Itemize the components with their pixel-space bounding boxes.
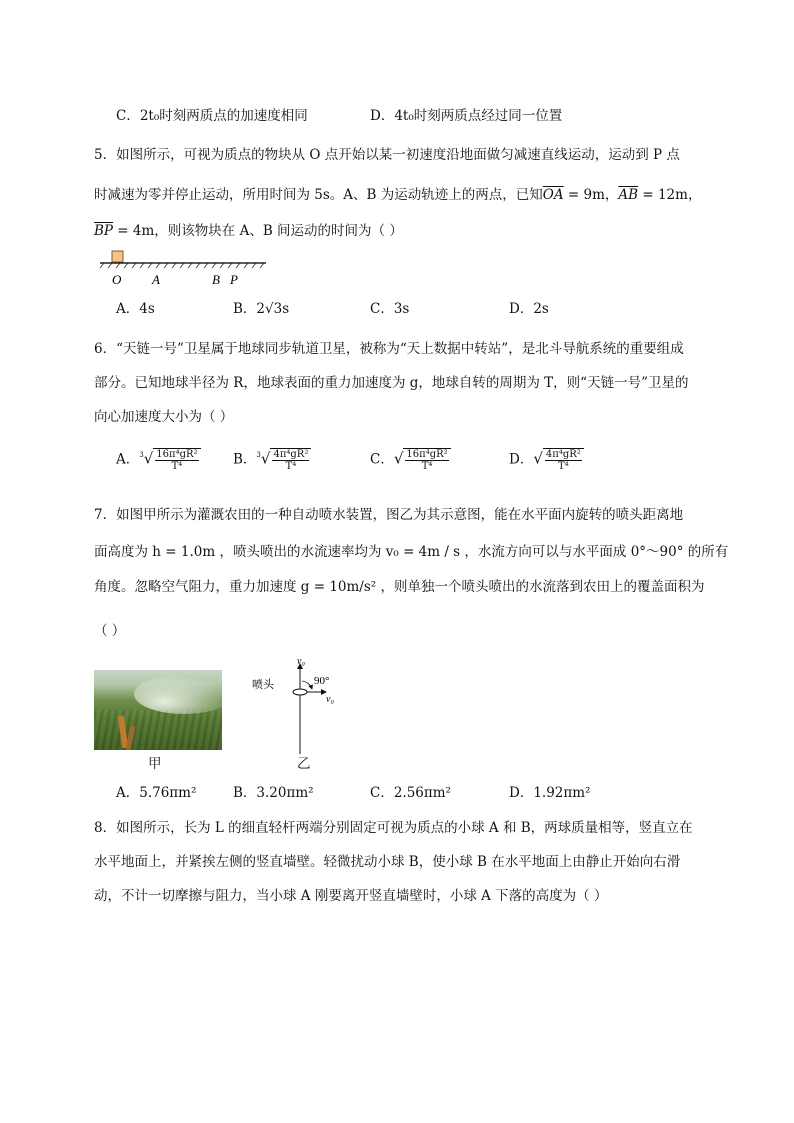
q7-option-a: A．5.76πm²	[116, 785, 197, 801]
q5-bp: $\overline{BP}$	[94, 223, 114, 239]
q5-option-c: C．3s	[370, 301, 410, 317]
block	[112, 251, 123, 262]
q5-line1: 5．如图所示，可视为质点的物块从 O 点开始以某一初速度沿地面做匀减速直线运动，运动到 P 点	[94, 147, 680, 163]
label-p: P	[230, 272, 238, 287]
q6-option-c: C．√ $\frac{\text{16π⁴gR²}}{\text{T⁴}}$	[370, 448, 451, 472]
q8-line1: 8．如图所示，长为 L 的细直轻杆两端分别固定可视为质点的小球 A 和 B，两球质量相等，竖直立在	[94, 820, 693, 836]
q5-ab: $\overline{AB}$	[618, 187, 639, 203]
q6-option-d: D．√ $\frac{\text{4π⁴gR²}}{\text{T⁴}}$	[509, 448, 584, 472]
q7-option-c: C．2.56πm²	[370, 785, 451, 801]
q4-option-c: C．2t₀时刻两质点的加速度相同	[116, 108, 308, 124]
q6-line1: 6．“天链一号”卫星属于地球同步轨道卫星，被称为“天上数据中转站”，是北斗导航系统的重要组成	[94, 341, 684, 357]
q7-line3: 角度。忽略空气阻力，重力加速度 g = 10m/s² ，则单独一个喷头喷出的水流落到农田上的覆盖面积为	[94, 579, 705, 595]
ground-hatching	[100, 263, 264, 268]
q6-option-b-label: B．	[233, 451, 257, 468]
fig-yi-caption: 乙	[297, 756, 311, 772]
q5-line3	[94, 222, 403, 240]
q5-oa-value: = 9m，	[563, 187, 619, 203]
q7-option-d: D．1.92πm²	[509, 785, 591, 801]
fig-jia-caption: 甲	[148, 756, 162, 772]
q5-ab-value: = 12m，	[638, 187, 702, 203]
q6-option-d-label: D．	[509, 451, 534, 468]
q6-option-c-num: 16π⁴gR²	[406, 449, 448, 460]
angle-arc	[302, 681, 312, 689]
q7-line4: （ ）	[94, 623, 126, 639]
q5-option-b: B．2√3s	[233, 301, 290, 317]
q6-option-a-index: 3	[139, 451, 144, 459]
nozzle-label: 喷头	[252, 678, 274, 691]
q4-option-d: D．4t₀时刻两质点经过同一位置	[370, 108, 563, 124]
q6-option-b-den: T⁴	[285, 461, 297, 472]
q7-option-b: B．3.20πm²	[233, 785, 314, 801]
angle-label: 90°	[314, 675, 330, 687]
q6-option-a-num: 16π⁴gR²	[156, 449, 198, 460]
sprinkler-diagram	[250, 654, 346, 754]
q8-line2: 水平地面上，并紧挨左侧的竖直墙壁。轻微扰动小球 B，使小球 B 在水平地面上由静止开始向右滑	[94, 854, 681, 870]
q6-option-c-label: C．	[370, 451, 394, 468]
nozzle-shape	[293, 689, 307, 695]
q6-option-b-index: 3	[256, 451, 261, 459]
q6-option-b-num: 4π⁴gR²	[273, 449, 309, 460]
q7-line2: 面高度为 h = 1.0m ，喷头喷出的水流速率均为 v₀ = 4m / s ，水流方向可以与水平面成 0°～90° 的所有	[94, 544, 729, 560]
sprinkler-photo	[94, 670, 222, 750]
q5-option-d: D．2s	[509, 301, 549, 317]
q6-option-d-den: T⁴	[557, 461, 569, 472]
q5-line2-text: 时减速为零并停止运动，所用时间为 5s。A、B 为运动轨迹上的两点，已知	[94, 187, 543, 203]
q6-option-b: B．$^3$√ $\frac{\text{4π⁴gR²}}{\text{T⁴}}$	[233, 448, 311, 472]
q5-line2	[94, 186, 701, 204]
q6-option-d-num: 4π⁴gR²	[545, 449, 581, 460]
q6-option-c-den: T⁴	[421, 461, 433, 472]
q5-oa: $\overline{OA}$	[542, 187, 564, 203]
q5-option-a: A．4s	[116, 301, 155, 317]
label-o: O	[112, 272, 122, 287]
q6-option-a: A．$^3$√ $\frac{\text{16π⁴gR²}}{\text{T⁴}}$	[116, 448, 201, 472]
v0-vertical-label: v₀	[297, 656, 305, 667]
q6-option-a-label: A．	[116, 451, 140, 468]
q6-line2: 部分。已知地球半径为 R，地球表面的重力加速度为 g，地球自转的周期为 T，则“天链一号”卫星的	[94, 375, 689, 391]
q5-line3-text: = 4m，则该物块在 A、B 间运动的时间为（ ）	[113, 223, 403, 239]
label-a: A	[152, 272, 160, 287]
q5-track-figure	[98, 248, 270, 290]
label-b: B	[212, 272, 220, 287]
q6-line3: 向心加速度大小为（ ）	[94, 409, 234, 425]
q8-line3: 动，不计一切摩擦与阻力，当小球 A 刚要离开竖直墙壁时，小球 A 下落的高度为（ ）	[94, 888, 608, 904]
v0-horizontal-label: v₀	[326, 694, 334, 705]
q7-line1: 7．如图甲所示为灌溉农田的一种自动喷水装置，图乙为其示意图，能在水平面内旋转的喷头距离地	[94, 507, 684, 523]
q6-option-a-den: T⁴	[171, 461, 183, 472]
